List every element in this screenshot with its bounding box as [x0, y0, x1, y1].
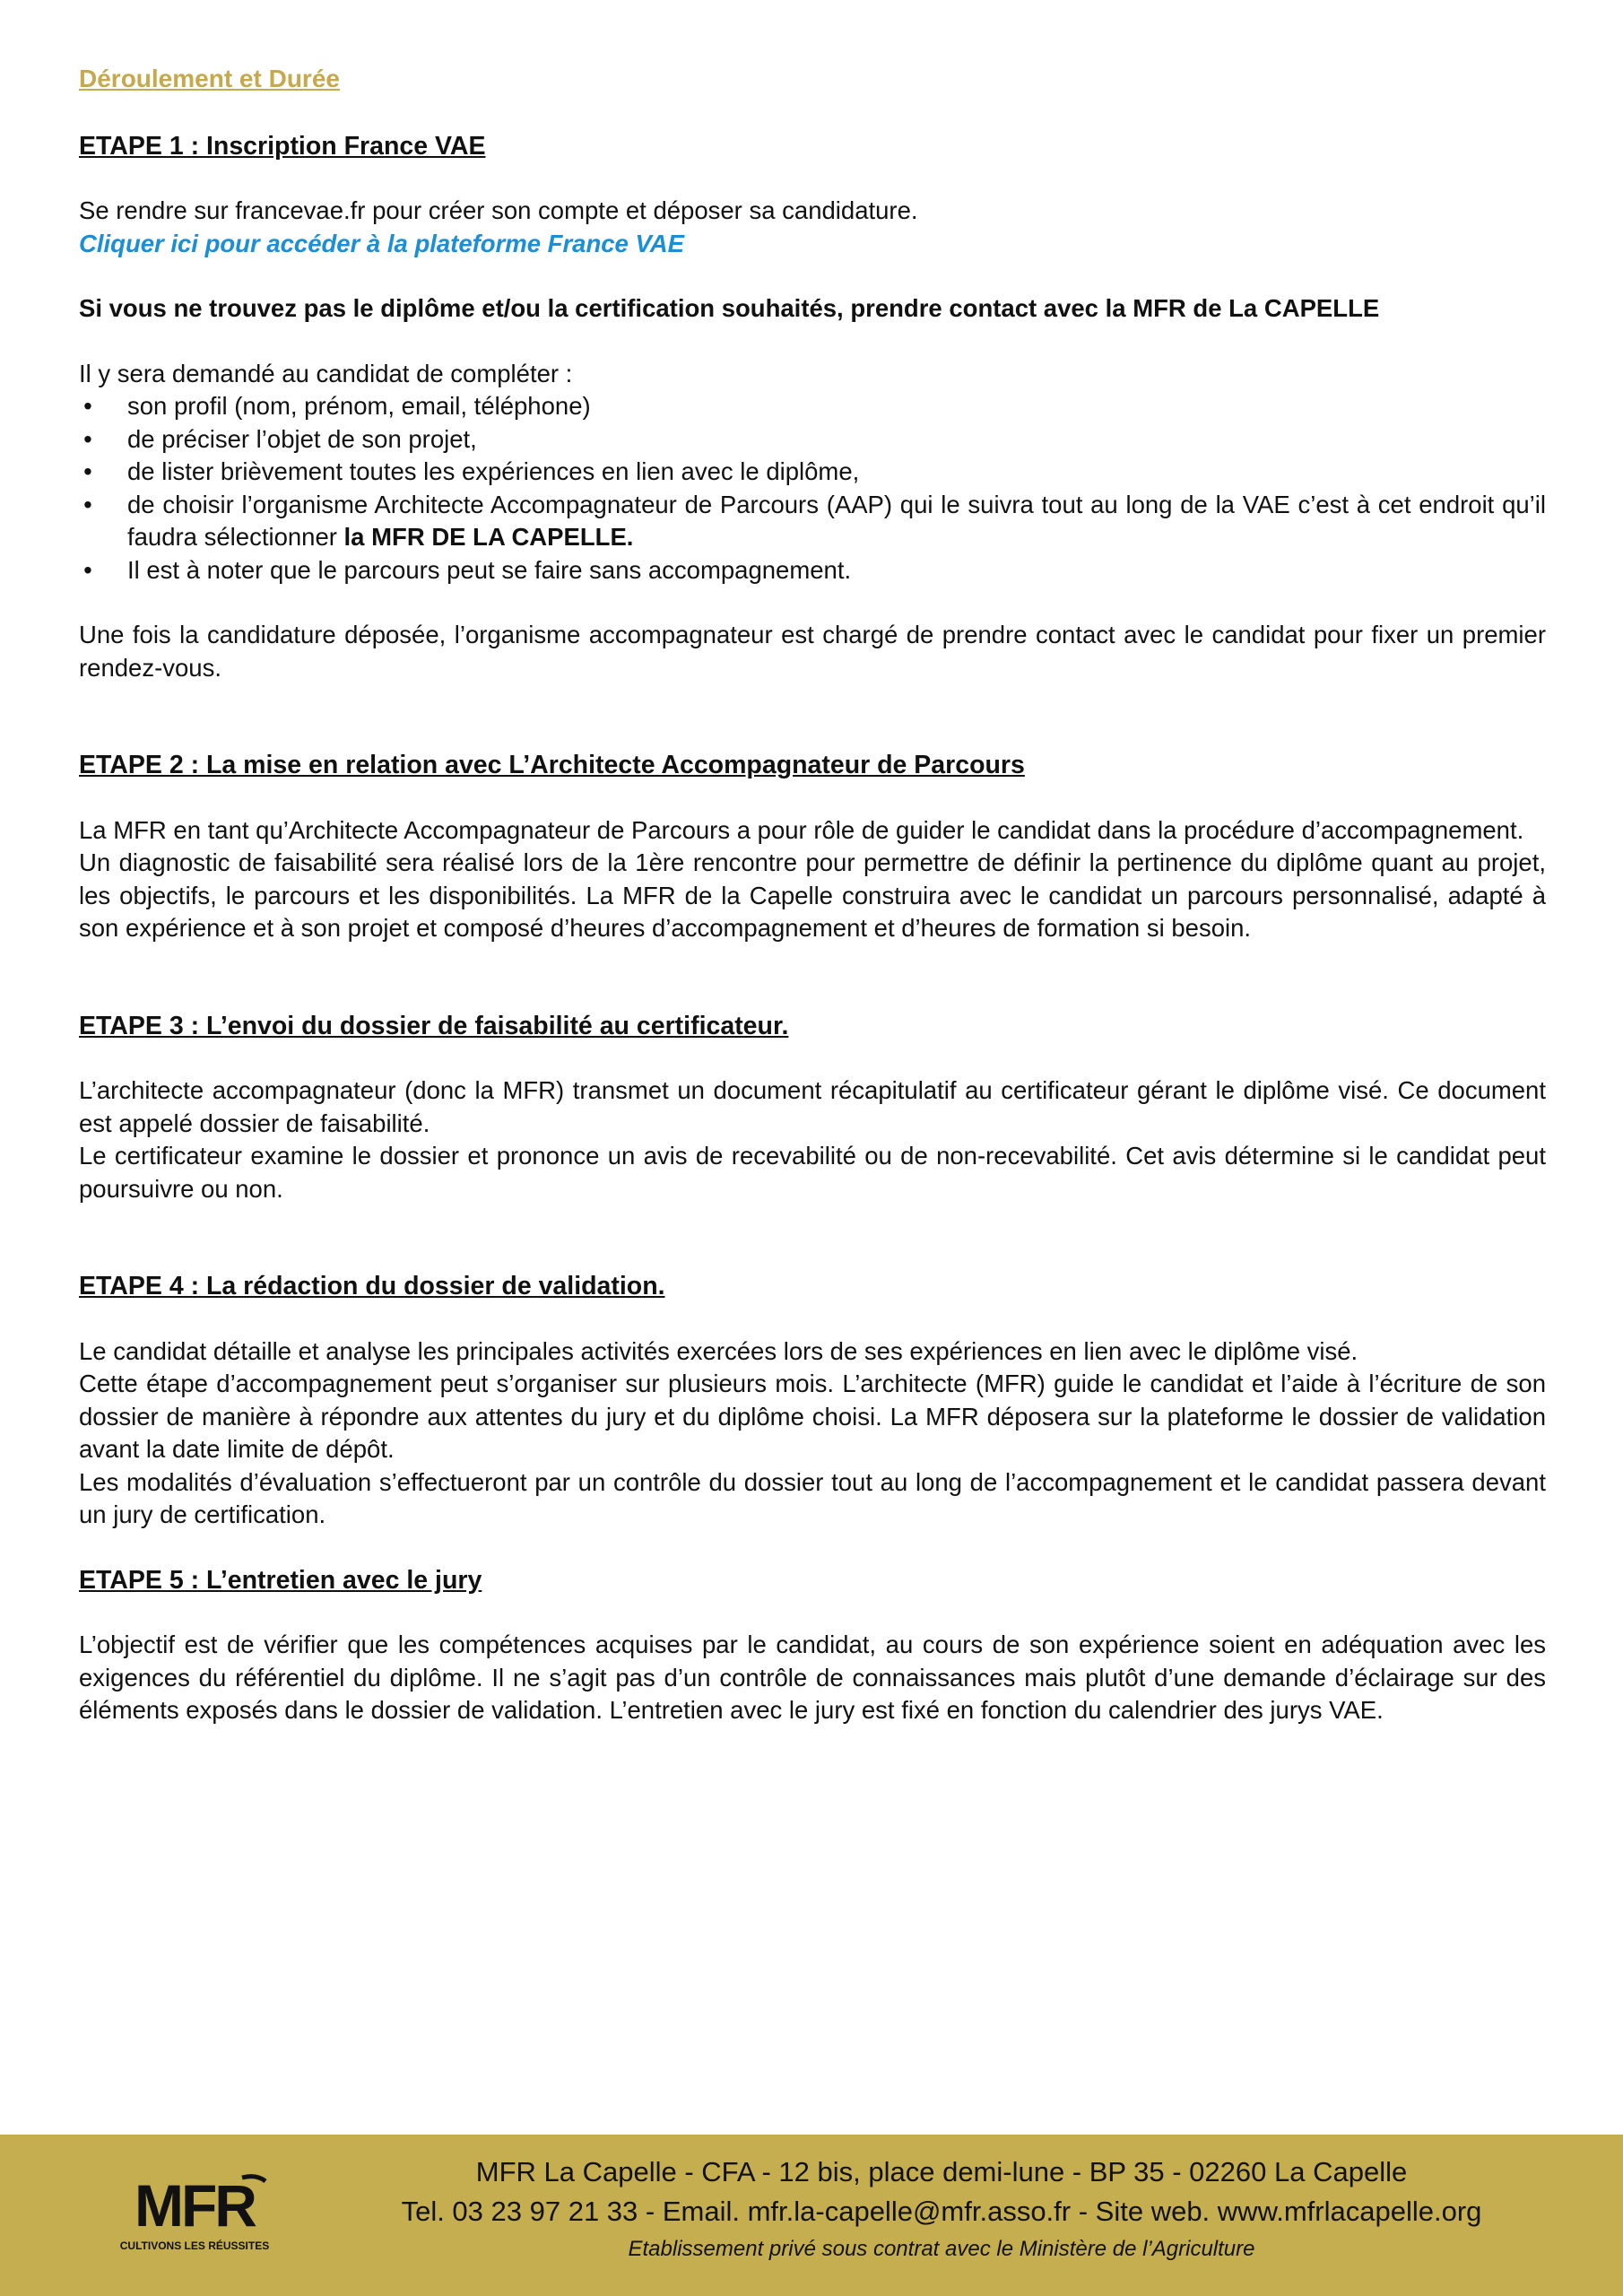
step-3-paragraph-1: L’architecte accompagnateur (donc la MFR) transmet un document récapitulatif au certificateur gérant le diplôme visé. Ce document est appelé dossier de faisabilité.: [79, 1076, 1546, 1137]
footer-contact: Tel. 03 23 97 21 33 - Email. mfr.la-capelle@mfr.asso.fr - Site web. www.mfrlacapelle.org: [401, 2196, 1482, 2227]
step-2-paragraph-2: Un diagnostic de faisabilité sera réalisé lors de la 1ère rencontre pour permettre de définir la pertinence du diplôme quant au projet, les objectifs, le parcours et les disponibilités. La MFR de la Capelle construira avec le candidat un parcours personnalisé, adapté à son expérience et à son projet et composé d’heures d’accompagnement et d’heures de formation si besoin.: [79, 848, 1546, 942]
step-3-paragraph-2: Le certificateur examine le dossier et prononce un avis de recevabilité ou de non-recevabilité. Cet avis détermine si le candidat peut poursuivre ou non.: [79, 1142, 1546, 1203]
step-2: [79, 749, 1546, 945]
step-5-paragraph-1: L’objectif est de vérifier que les compétences acquises par le candidat, au cours de son expérience soient en adéquation avec les exigences du référentiel du diplôme. Il ne s’agit pas d’un contrôle de connaissances mais plutôt d’une demande d’éclairage sur des éléments exposés dans le dossier de validation. L’entretien avec le jury est fixé en fonction du calendrier des jurys VAE.: [79, 1631, 1546, 1724]
step-4-paragraph-1: Le candidat détaille et analyse les principales activités exercées lors de ses expériences en lien avec le diplôme visé.: [79, 1336, 1358, 1365]
document-body: [79, 63, 1546, 1727]
list-item: • son profil (nom, prénom, email, téléphone): [79, 390, 1546, 423]
france-vae-link[interactable]: Cliquer ici pour accéder à la plateforme France VAE: [79, 229, 684, 257]
footer-email-link[interactable]: mfr.la-capelle@mfr.asso.fr: [747, 2196, 1072, 2227]
bullet-icon: •: [83, 392, 92, 420]
mfr-logo: [100, 2170, 289, 2257]
step-2-paragraph-1: La MFR en tant qu’Architecte Accompagnateur de Parcours a pour rôle de guider le candidat dans la procédure d’accompagnement.: [79, 815, 1524, 844]
step-1-list-intro: Il y sera demandé au candidat de compléter :: [79, 359, 573, 387]
step-5-heading: ETAPE 5 : L’entretien avec le jury: [79, 1565, 482, 1595]
list-item: • de choisir l’organisme Architecte Accompagnateur de Parcours (AAP) qui le suivra tout au long de la VAE c’est à cet endroit qu’il faudra sélectionner la MFR DE LA CAPELLE.: [79, 489, 1546, 554]
step-4-paragraph-3: Les modalités d’évaluation s’effectueront par un contrôle du dossier tout au long de l’accompagnement et le candidat passera devant un jury de certification.: [79, 1467, 1546, 1528]
list-item: • de préciser l’objet de son projet,: [79, 423, 1546, 457]
step-4: [79, 1270, 1546, 1532]
bullet-icon: •: [83, 424, 92, 453]
section-title: Déroulement et Durée: [79, 65, 340, 92]
step-1-heading: ETAPE 1 : Inscription France VAE: [79, 131, 486, 161]
step-2-heading: ETAPE 2 : La mise en relation avec L’Architecte Accompagnateur de Parcours: [79, 751, 1025, 779]
svg-text:CULTIVONS LES RÉUSSITES: CULTIVONS LES RÉUSSITES: [119, 2239, 270, 2252]
step-1-notice: Si vous ne trouvez pas le diplôme et/ou la certification souhaités, prendre contact avec la MFR de La CAPELLE: [79, 294, 1380, 322]
svg-text:MFR: MFR: [135, 2172, 255, 2239]
step-3-heading: ETAPE 3 : L’envoi du dossier de faisabilité au certificateur.: [79, 1011, 789, 1040]
mfr-selection-emphasis: la MFR DE LA CAPELLE: [343, 523, 627, 551]
step-1-bullet-list: [79, 390, 1546, 587]
footer-website-link[interactable]: www.mfrlacapelle.org: [1217, 2196, 1482, 2227]
footer-address: MFR La Capelle - CFA - 12 bis, place demi-lune - BP 35 - 02260 La Capelle: [475, 2156, 1408, 2187]
page-footer: [0, 2135, 1623, 2296]
step-1-closing: Une fois la candidature déposée, l’organisme accompagnateur est chargé de prendre contact avec le candidat pour fixer un premier rendez-vous.: [79, 621, 1546, 682]
step-4-heading: ETAPE 4 : La rédaction du dossier de validation.: [79, 1272, 665, 1300]
step-4-paragraph-2: Cette étape d’accompagnement peut s’organiser sur plusieurs mois. L’architecte (MFR) guide le candidat et l’aide à l’écriture de son dossier de manière à répondre aux attentes du jury et du diplôme choisi. La MFR déposera sur la plateforme le dossier de validation avant la date limite de dépôt.: [79, 1370, 1546, 1463]
bullet-icon: •: [83, 490, 92, 518]
step-3: [79, 1010, 1546, 1206]
footer-status-line: Etablissement privé sous contrat avec le Ministère de l’Agriculture: [628, 2237, 1255, 2261]
step-1: [79, 130, 1546, 685]
bullet-icon: •: [83, 555, 92, 584]
step-5: [79, 1564, 1546, 1727]
list-item: • Il est à noter que le parcours peut se faire sans accompagnement.: [79, 554, 1546, 587]
step-1-intro: Se rendre sur francevae.fr pour créer son compte et déposer sa candidature.: [79, 196, 918, 224]
list-item: • de lister brièvement toutes les expériences en lien avec le diplôme,: [79, 456, 1546, 489]
bullet-icon: •: [83, 457, 92, 485]
